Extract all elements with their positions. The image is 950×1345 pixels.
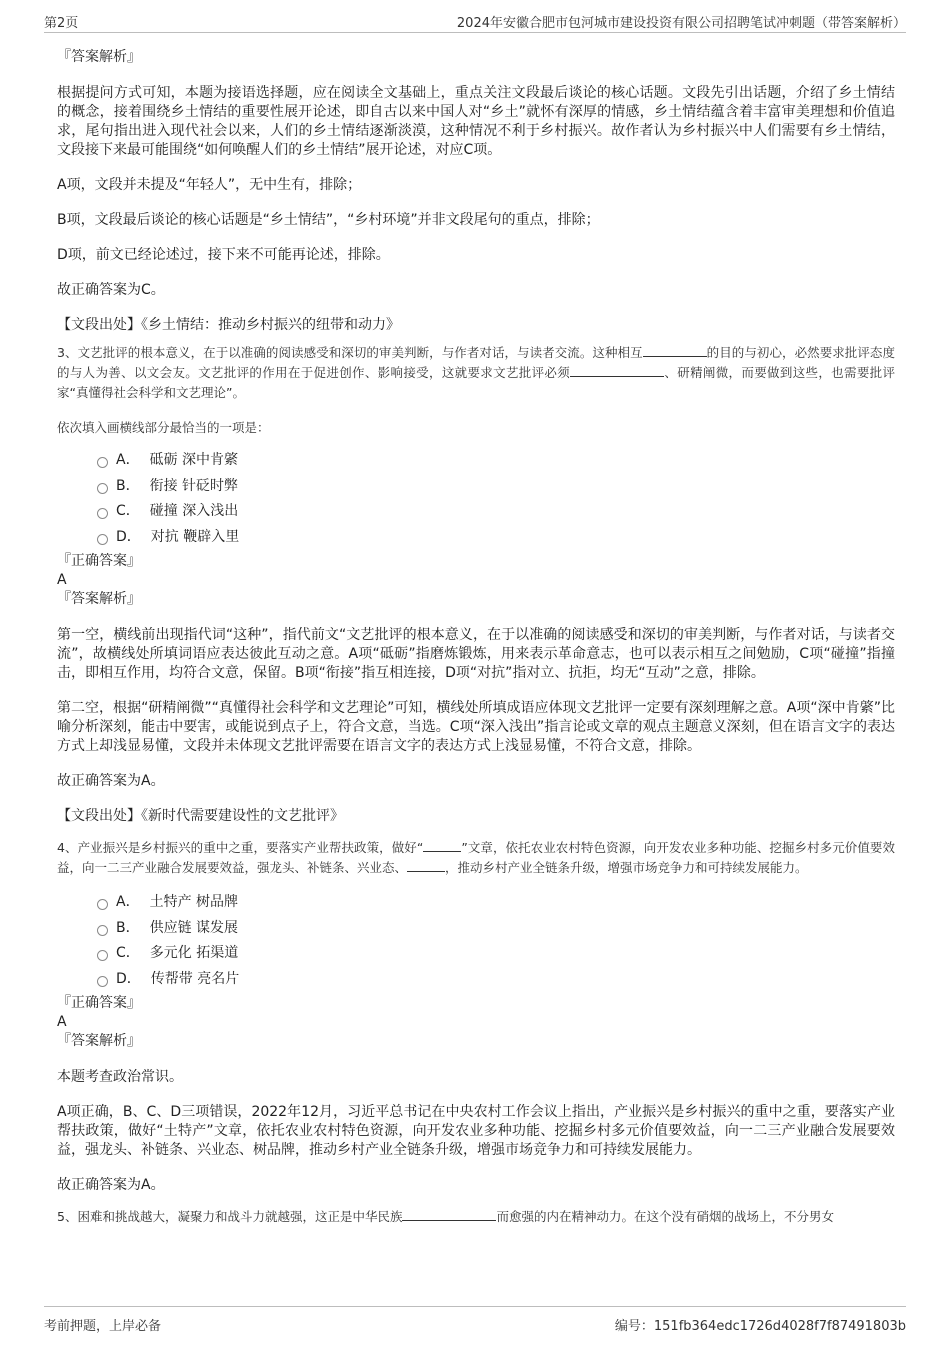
option-letter: D． — [116, 528, 141, 545]
analysis-label: 『答案解析』 — [57, 49, 141, 65]
option-text: 对抗 鞭辟入里 — [150, 528, 240, 545]
correct-answer: A — [57, 572, 67, 588]
option-a[interactable] — [97, 890, 895, 916]
question-stem-part: 的目的与初心，必然要求批评态度的与人为善、以文会友。文艺批评的作用在于促进创作、影响接受，这就要求文艺批评必须 — [57, 345, 895, 380]
option-letter: A． — [116, 452, 140, 468]
question-stem — [57, 1207, 895, 1227]
option-c[interactable] — [97, 941, 895, 967]
option-text: 多元化 拓渠道 — [149, 945, 239, 961]
radio-circle-icon[interactable] — [97, 483, 108, 494]
radio-circle-icon[interactable] — [97, 976, 108, 987]
analysis-paragraph: 根据提问方式可知，本题为接语选择题，应在阅读全文基础上，重点关注文段最后谈论的核心话题。文段先引出话题，介绍了乡土情结的概念，接着围绕乡土情结的重要性展开论述，即自古以来中国人对“乡土”就怀有深厚的情感，乡土情结蕴含着丰富审美理想和价值追求，尾句指出进入现代社会以来，人们的乡土情结逐渐淡漠，这种情况不利于乡村振兴。故作者认为乡村振兴中人们需要有乡土情结，文段接下来最可能围绕“如何唤醒人们的乡土情结”展开论述，对应C项。 — [57, 85, 895, 158]
question-stem-part: 3、文艺批评的根本意义，在于以准确的阅读感受和深切的审美判断，与作者对话，与读者交流。这种相互 — [57, 345, 643, 360]
analysis-paragraph: D项，前文已经论述过，接下来不可能再论述，排除。 — [57, 247, 390, 263]
option-letter: B． — [116, 919, 140, 936]
option-text: 传帮带 亮名片 — [150, 970, 240, 987]
radio-circle-icon[interactable] — [97, 508, 108, 519]
analysis-paragraph: 故正确答案为A。 — [57, 773, 165, 789]
option-d[interactable] — [97, 525, 895, 551]
option-letter: C． — [116, 945, 140, 961]
option-letter: B． — [116, 477, 140, 494]
source-note: 【文段出处】《乡土情结：推动乡村振兴的纽带和动力》 — [57, 317, 400, 333]
question-prompt: 依次填入画横线部分最恰当的一项是： — [57, 420, 270, 435]
fill-blank — [402, 1207, 496, 1221]
radio-circle-icon[interactable] — [97, 534, 108, 545]
analysis-paragraph: 故正确答案为C。 — [57, 282, 165, 298]
question-stem-part: 而愈强的内在精神动力。在这个没有硝烟的战场上，不分男女 — [496, 1209, 834, 1224]
fill-blank — [423, 838, 461, 852]
fill-blank — [407, 858, 445, 872]
option-a[interactable] — [97, 448, 895, 474]
document-title: 2024年安徽合肥市包河城市建设投资有限公司招聘笔试冲刺题（带答案解析） — [456, 16, 906, 31]
option-letter: D． — [116, 970, 141, 987]
option-text: 砥砺 深中肯綮 — [149, 452, 239, 468]
option-b[interactable] — [97, 474, 895, 500]
option-c[interactable] — [97, 499, 895, 525]
question-stem — [57, 838, 895, 878]
option-letter: A． — [116, 894, 140, 910]
correct-answer-label: 『正确答案』 — [57, 553, 141, 569]
question-stem-part: 、研精阐微，而要做到这些，也需要批评家“真懂得社会科学和文艺理论”。 — [57, 365, 895, 400]
source-note: 【文段出处】《新时代需要建设性的文艺批评》 — [57, 808, 344, 824]
analysis-paragraph: A项，文段并未提及“年轻人”，无中生有，排除； — [57, 177, 362, 193]
analysis-paragraph: A项正确，B、C、D三项错误，2022年12月，习近平总书记在中央农村工作会议上指出，产业振兴是乡村振兴的重中之重，要落实产业帮扶政策，做好“土特产”文章，依托农业农村特色资源，向开发农业多种功能、挖掘乡村多元价值要效益，向一二三产业融合发展要效益，强龙头、补链条、兴业态、树品牌，推动乡村产业全链条升级，增强市场竞争力和可持续发展能力。 — [57, 1104, 895, 1158]
question-stem-part: ”文章，依托农业农村特色资源，向开发农业多种功能、挖掘乡村多元价值要效益，向一二三产业融合发展要效益，强龙头、补链条、兴业态、 — [57, 840, 895, 875]
analysis-paragraph: 第二空，根据“研精阐微”“真懂得社会科学和文艺理论”可知，横线处所填成语应体现文艺批评一定要有深刻理解之意。A项“深中肯綮”比喻分析深刻，能击中要害，或能说到点子上，符合文意，当选。C项“深入浅出”指言论或文章的观点主题意义深刻，但在语言文字的表达方式上却浅显易懂，文段并未体现文艺批评需要在语言文字的表达方式上浅显易懂，不符合文意，排除。 — [57, 700, 895, 754]
option-text: 碰撞 深入浅出 — [149, 503, 239, 519]
option-text: 衔接 针砭时弊 — [149, 477, 239, 494]
option-d[interactable] — [97, 967, 895, 993]
analysis-label: 『答案解析』 — [57, 591, 141, 607]
analysis-paragraph: B项，文段最后谈论的核心话题是“乡土情结”，“乡村环境”并非文段尾句的重点，排除； — [57, 212, 600, 228]
fill-blank — [643, 343, 707, 357]
option-text: 供应链 谋发展 — [149, 919, 239, 936]
serial-number: 151fb364edc1726d4028f7f87491803b — [653, 1319, 906, 1334]
radio-circle-icon[interactable] — [97, 457, 108, 468]
serial-label: 编号： — [614, 1319, 654, 1334]
fill-blank — [570, 363, 664, 377]
document-serial — [615, 1315, 906, 1334]
radio-circle-icon[interactable] — [97, 925, 108, 936]
option-text: 土特产 树品牌 — [149, 894, 239, 910]
page-number: 第2页 — [44, 16, 79, 31]
correct-answer: A — [57, 1014, 67, 1030]
analysis-paragraph: 第一空，横线前出现指代词“这种”，指代前文“文艺批评的根本意义，在于以准确的阅读感受和深切的审美判断，与作者对话，与读者交流”，故横线处所填词语应表达彼此互动之意。A项“砥砺”指磨炼锻炼，用来表示革命意志，也可以表示相互之间勉励，C项“碰撞”指撞击，即相互作用，均符合文意，保留。B项“衔接”指互相连接，D项“对抗”指对立、抗拒，均无“互动”之意，排除。 — [57, 627, 895, 681]
analysis-paragraph: 故正确答案为A。 — [57, 1177, 165, 1193]
question-stem-part: 4、产业振兴是乡村振兴的重中之重，要落实产业帮扶政策，做好“ — [57, 840, 424, 855]
footer-slogan: 考前押题，上岸必备 — [44, 1319, 162, 1334]
analysis-label: 『答案解析』 — [57, 1033, 141, 1049]
option-letter: C． — [116, 503, 140, 519]
radio-circle-icon[interactable] — [97, 950, 108, 961]
options-list — [57, 448, 895, 550]
document-body — [57, 44, 895, 1227]
analysis-paragraph: 本题考查政治常识。 — [57, 1069, 183, 1085]
page-footer — [44, 1306, 906, 1334]
option-b[interactable] — [97, 916, 895, 942]
question-stem-part: ，推动乡村产业全链条升级，增强市场竞争力和可持续发展能力。 — [445, 860, 808, 875]
question-stem-part: 5、困难和挑战越大，凝聚力和战斗力就越强，这正是中华民族 — [57, 1209, 403, 1224]
question-stem — [57, 343, 895, 403]
radio-circle-icon[interactable] — [97, 899, 108, 910]
page-header — [44, 10, 906, 33]
options-list — [57, 890, 895, 992]
correct-answer-label: 『正确答案』 — [57, 995, 141, 1011]
